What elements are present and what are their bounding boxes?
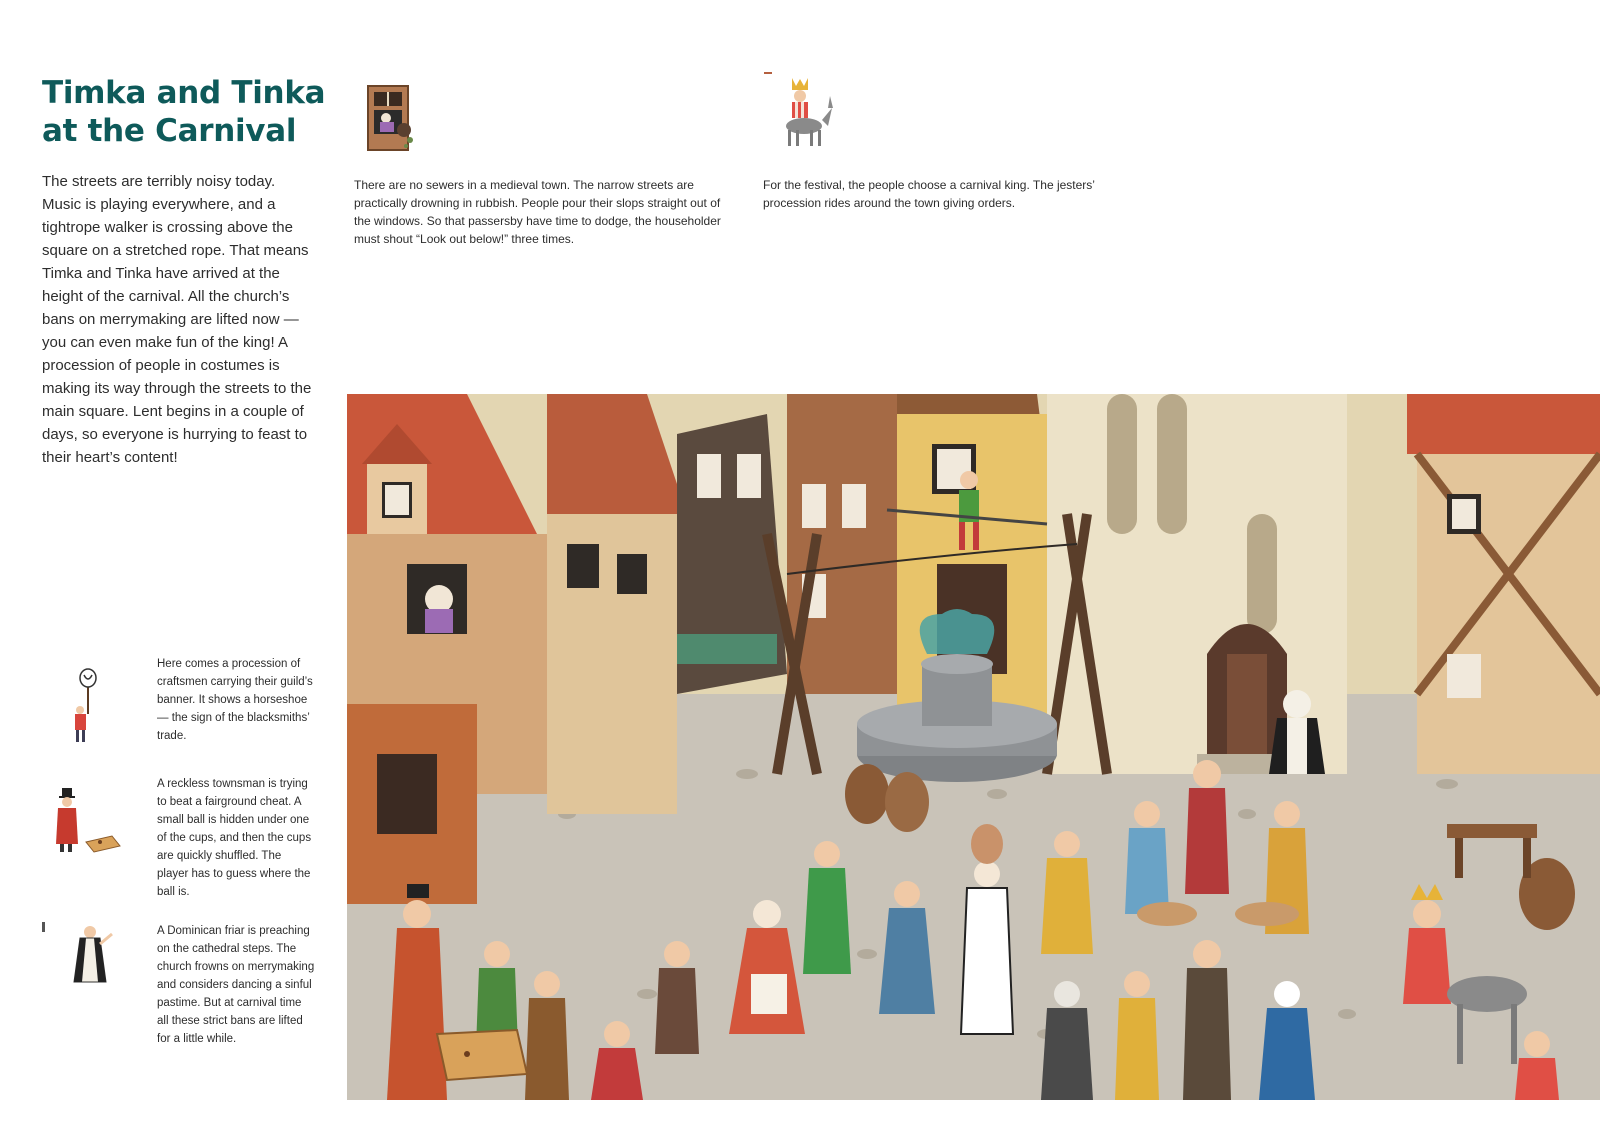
carnival-king-thumbnail — [762, 70, 842, 150]
note-sewers: There are no sewers in a medieval town. The narrow streets are practically drowning in rubbish. People pour their slops straight out of the windows. So that passersby have time to dodge, the householder must shout “Look out below!” three times. — [354, 178, 721, 246]
page-title — [42, 74, 342, 150]
carnival-scene-illustration — [347, 394, 1600, 1100]
note-blacksmiths: Here comes a procession of craftsmen carrying their guild’s banner. It shows a horseshoe — the sign of the blacksmiths’ trade. — [157, 658, 313, 742]
note-fairground-cheat: A reckless townsman is trying to beat a fairground cheat. A small ball is hidden under one of the cups, and then the cups are quickly shuffled. The player has to guess where the ball is. — [157, 778, 312, 898]
title-line-2: at the Carnival — [42, 113, 297, 149]
dominican-friar-thumbnail — [40, 920, 120, 986]
note-dominican-friar: A Dominican friar is preaching on the cathedral steps. The church frowns on merrymaking and considers dancing a sinful pastime. But at carnival time all these strict bans are lifted for a little while. — [157, 925, 315, 1045]
window-slops-thumbnail — [366, 84, 418, 154]
note-carnival-king: For the festival, the people choose a carnival king. The jesters’ procession rides around the town giving orders. — [763, 178, 1095, 210]
intro-paragraph: The streets are terribly noisy today. Music is playing everywhere, and a tightrope walker is crossing above the square on a stretched rope. That means Timka and Tinka have arrived at the height of the carnival. All the church’s bans on merrymaking are lifted now — you can even make fun of the king! A procession of people in costumes is making its way through the streets to the main square. Lent begins in a couple of days, so everyone is hurrying to feast to their heart’s content! — [42, 173, 312, 466]
banner-craftsman-thumbnail — [66, 668, 110, 748]
title-line-1: Timka and Tinka — [42, 75, 326, 111]
fairground-cheat-thumbnail — [52, 786, 124, 858]
